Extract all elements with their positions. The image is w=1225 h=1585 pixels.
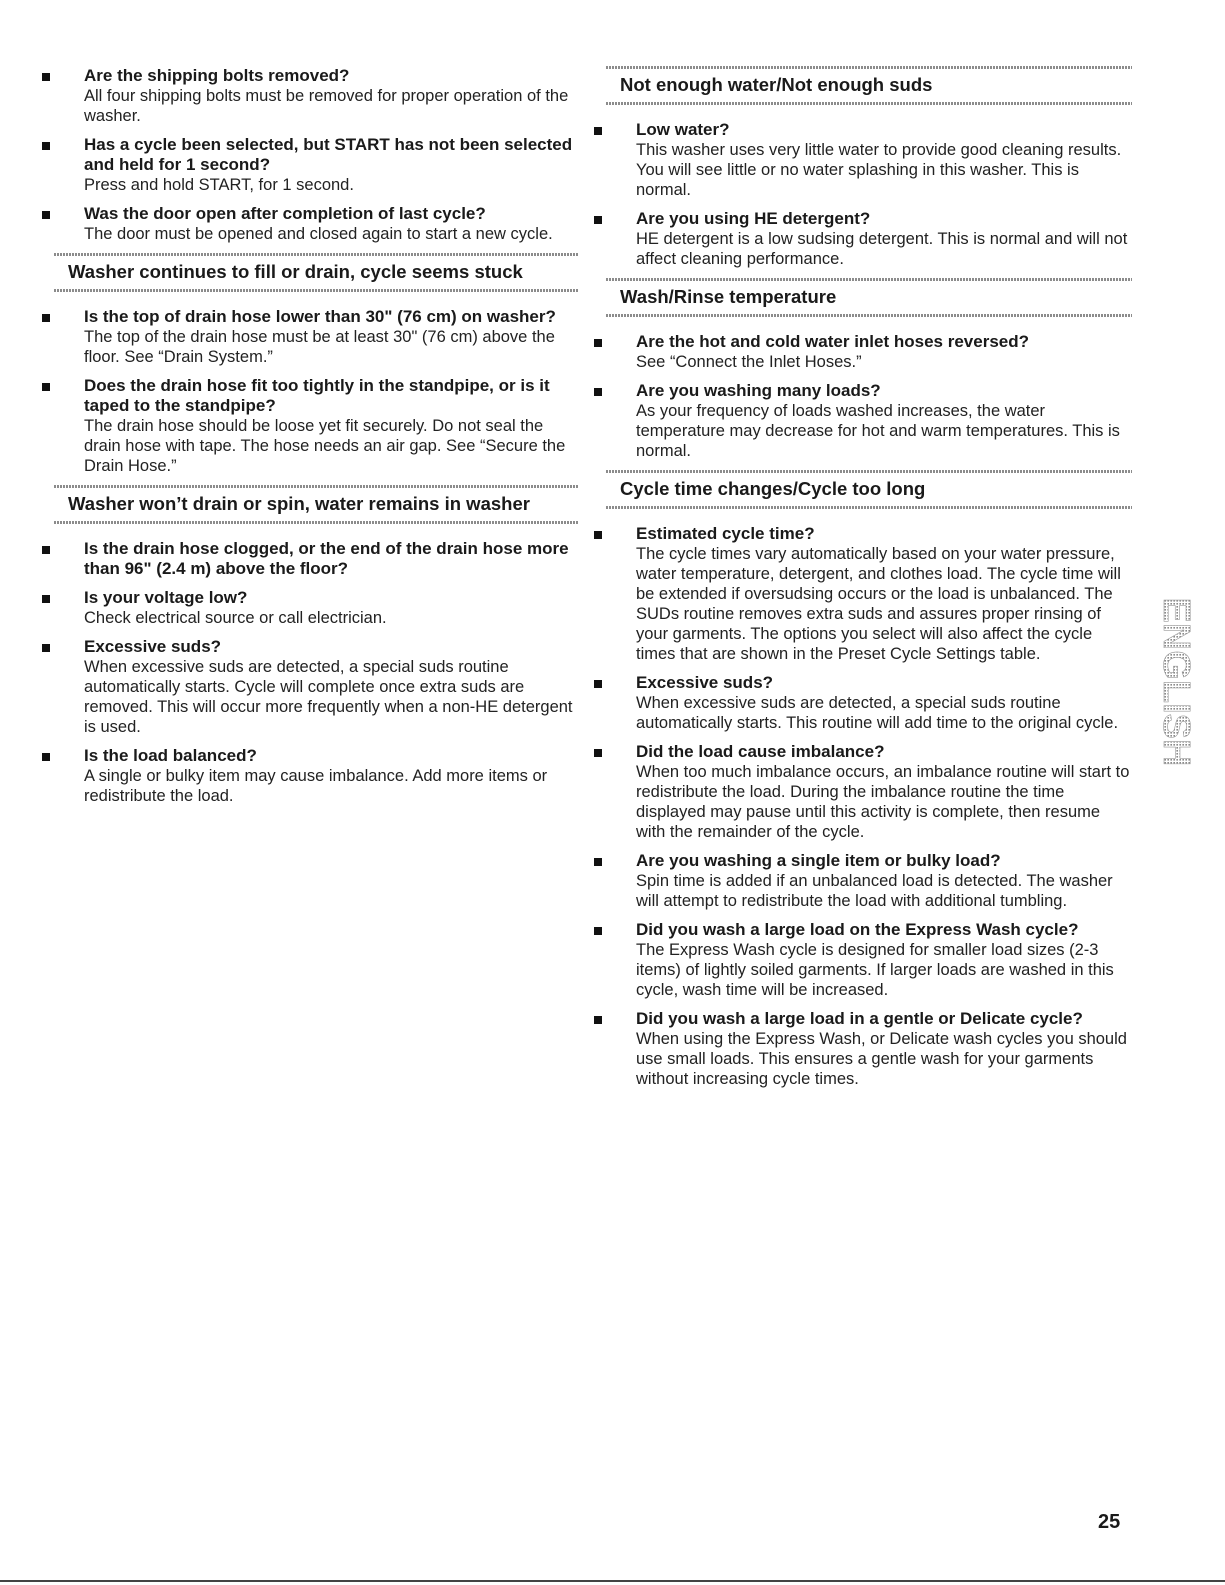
section-not-enough-water [590,66,1132,105]
section-heading: Wash/Rinse temperature [620,286,837,307]
list-item [590,332,1132,372]
bullet-icon [42,314,50,322]
section-wont-drain-spin [38,485,578,524]
side-tab-graphic [1148,572,1197,792]
bullet-icon [594,531,602,539]
list-item [38,539,578,579]
answer: This washer uses very little water to provide good cleaning results. You will see little or no water splashing in this washer. This is normal. [636,141,1122,199]
dotted-rule [606,102,1132,105]
bullet-icon [42,546,50,554]
list-item [38,376,578,476]
bullet-icon [42,753,50,761]
section-fill-drain-stuck [38,253,578,292]
answer: All four shipping bolts must be removed for proper operation of the washer. [84,87,569,125]
section-heading: Cycle time changes/Cycle too long [620,478,926,499]
list-item [590,120,1132,200]
intro-items [38,66,578,244]
right-column [590,66,1132,1098]
section-heading: Washer won’t drain or spin, water remains in washer [68,493,530,514]
bottom-rule [0,1580,1225,1582]
language-side-tab [1148,572,1197,792]
answer: When using the Express Wash, or Delicate wash cycles you should use small loads. This ensures a gentle wash for your garments without increasing cycle times. [636,1030,1127,1088]
bullet-icon [42,644,50,652]
bullet-icon [594,680,602,688]
list-item [38,588,578,628]
dotted-rule [606,278,1132,281]
dotted-rule [54,289,578,292]
bullet-icon [594,388,602,396]
bullet-icon [42,211,50,219]
bullet-icon [594,858,602,866]
section-wash-rinse-temperature [590,278,1132,317]
answer: Check electrical source or call electrician. [84,609,387,627]
answer: A single or bulky item may cause imbalance. Add more items or redistribute the load. [84,767,548,805]
question: Low water? [636,120,730,139]
list-item [590,209,1132,269]
question: Are you using HE detergent? [636,209,871,228]
question: Are you washing a single item or bulky load? [636,851,1001,870]
question: Is the drain hose clogged, or the end of the drain hose more than 96" (2.4 m) above the floor? [84,539,569,578]
question: Was the door open after completion of last cycle? [84,204,486,223]
answer: When too much imbalance occurs, an imbalance routine will start to redistribute the load. During the imbalance routine the time displayed may pause until this activity is complete, then resume with the remainder of the cycle. [636,763,1130,841]
dotted-rule [606,506,1132,509]
section-heading: Washer continues to fill or drain, cycle seems stuck [68,261,523,282]
question: Are you washing many loads? [636,381,881,400]
bullet-icon [594,927,602,935]
question: Estimated cycle time? [636,524,815,543]
left-column [38,66,578,815]
answer: See “Connect the Inlet Hoses.” [636,353,862,371]
dotted-rule [54,485,578,488]
list-item [38,204,578,244]
answer: The drain hose should be loose yet fit securely. Do not seal the drain hose with tape. The hose needs an air gap. See “Secure the Drain Hose.” [84,417,566,475]
answer: When excessive suds are detected, a special suds routine automatically starts. This routine will add time to the original cycle. [636,694,1119,732]
answer: Spin time is added if an unbalanced load is detected. The washer will attempt to redistribute the load with additional tumbling. [636,872,1113,910]
question: Is the top of drain hose lower than 30" (76 cm) on washer? [84,307,556,326]
answer: The door must be opened and closed again to start a new cycle. [84,225,553,243]
question: Has a cycle been selected, but START has not been selected and held for 1 second? [84,135,573,174]
dotted-rule [606,66,1132,69]
question: Are the shipping bolts removed? [84,66,350,85]
bullet-icon [42,383,50,391]
list-item [590,1009,1132,1089]
dotted-rule [54,521,578,524]
bullet-icon [594,749,602,757]
answer: HE detergent is a low sudsing detergent. This is normal and will not affect cleaning performance. [636,230,1128,268]
page-number: 25 [1098,1511,1121,1533]
list-item [38,746,578,806]
question: Excessive suds? [636,673,774,692]
answer: When excessive suds are detected, a special suds routine automatically starts. Cycle will complete once extra suds are removed. This will occur more frequently when a non-HE detergent is used. [84,658,573,736]
answer: Press and hold START, for 1 second. [84,176,354,194]
section-cycle-time [590,470,1132,509]
question: Does the drain hose fit too tightly in the standpipe, or is it taped to the standpipe? [84,376,550,415]
bullet-icon [594,127,602,135]
bullet-icon [594,339,602,347]
dotted-rule [606,314,1132,317]
side-tab-text: ENGLISH [1155,597,1197,767]
bullet-icon [594,1016,602,1024]
dotted-rule [606,470,1132,473]
list-item [38,307,578,367]
question: Did the load cause imbalance? [636,742,885,761]
list-item [590,851,1132,911]
list-item [590,381,1132,461]
list-item [38,637,578,737]
question: Are the hot and cold water inlet hoses reversed? [636,332,1029,351]
list-item [590,920,1132,1000]
bullet-icon [42,595,50,603]
answer: The top of the drain hose must be at least 30" (76 cm) above the floor. See “Drain System.” [84,328,555,366]
question: Did you wash a large load on the Express Wash cycle? [636,920,1079,939]
bullet-icon [42,142,50,150]
list-item [590,524,1132,664]
question: Did you wash a large load in a gentle or Delicate cycle? [636,1009,1083,1028]
dotted-rule [54,253,578,256]
list-item [590,742,1132,842]
list-item [38,66,578,126]
answer: As your frequency of loads washed increases, the water temperature may decrease for hot and warm temperatures. This is normal. [636,402,1120,460]
answer: The Express Wash cycle is designed for smaller load sizes (2-3 items) of lightly soiled garments. If larger loads are washed in this cycle, wash time will be increased. [636,941,1114,999]
section-heading: Not enough water/Not enough suds [620,74,933,95]
list-item [590,673,1132,733]
question: Is your voltage low? [84,588,248,607]
answer: The cycle times vary automatically based on your water pressure, water temperature, detergent, and clothes load. The cycle time will be extended if oversudsing occurs or the load is unbalanced. The SUDs routine removes extra suds and assures proper rinsing of your garments. The options you select will also affect the cycle times that are shown in the Preset Cycle Settings table. [636,545,1121,663]
question: Excessive suds? [84,637,222,656]
question: Is the load balanced? [84,746,257,765]
bullet-icon [42,73,50,81]
bullet-icon [594,216,602,224]
list-item [38,135,578,195]
